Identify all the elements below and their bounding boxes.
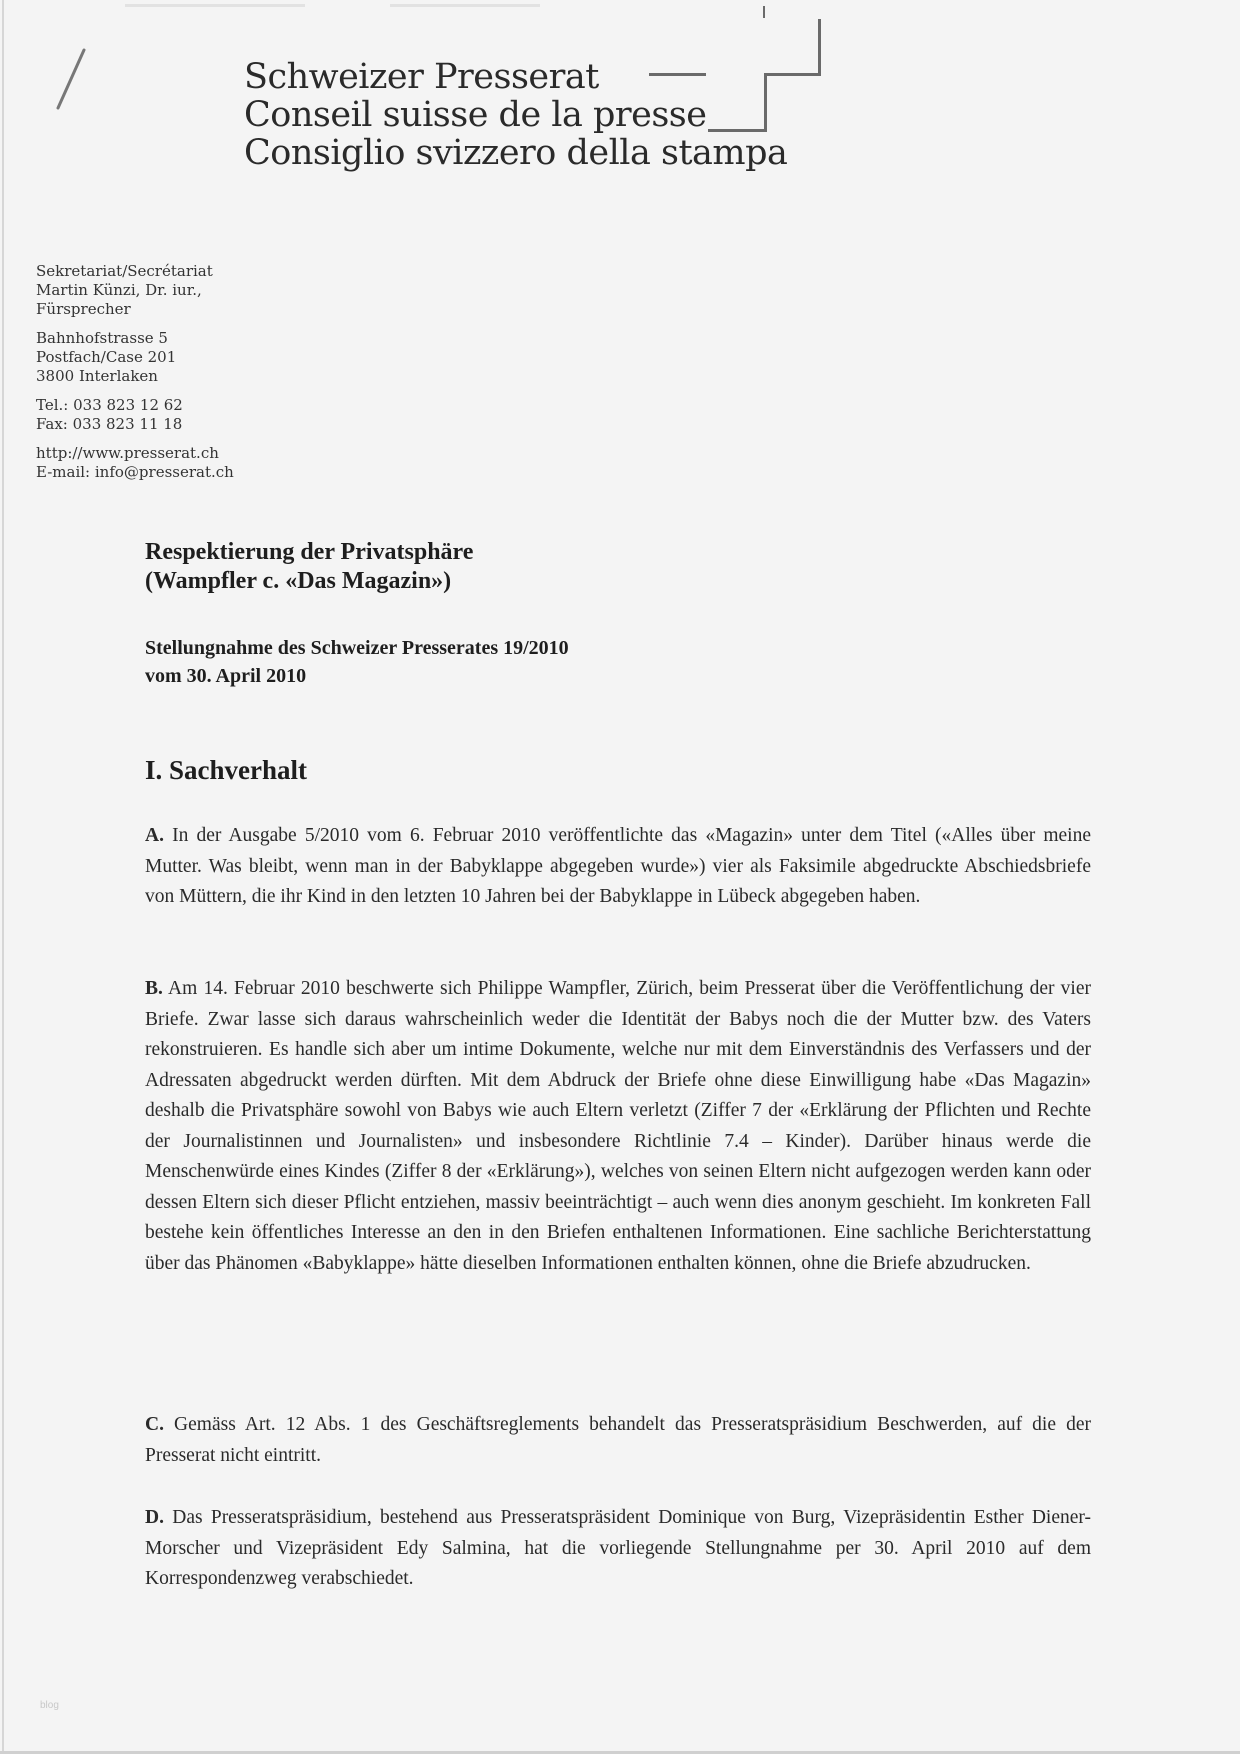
website-link[interactable]: http://www.presserat.ch: [36, 444, 219, 462]
subtitle-line-1: Stellungnahme des Schweizer Presserates 19/2010: [145, 637, 569, 659]
letterhead-it: Consiglio svizzero della stampa: [244, 133, 788, 173]
section-heading: I. Sachverhalt: [145, 755, 307, 785]
subtitle-line-2: vom 30. April 2010: [145, 665, 307, 687]
paragraph-label: A.: [145, 825, 164, 846]
paragraph-text: Das Presseratspräsidium, bestehend aus Presseratspräsident Dominique von Burg, Vizepräsidentin Esther Diener-Morscher und Vizepräsident Edy Salmina, hat die vorliegende Stellungnahme per 30. April 2010 auf dem Korrespondenzweg verabschiedet.: [145, 1507, 1091, 1589]
scan-smudge: [125, 4, 305, 7]
document-title: [145, 538, 1091, 596]
title-line-1: Respektierung der Privatsphäre: [145, 539, 474, 565]
paragraph-label: C.: [145, 1414, 164, 1435]
secretary-title: Fürsprecher: [36, 300, 131, 318]
fax: Fax: 033 823 11 18: [36, 415, 183, 433]
telephone: Tel.: 033 823 12 62: [36, 396, 183, 414]
document-subtitle: [145, 634, 1091, 690]
scan-edge-left: [2, 0, 4, 1754]
logo-tick-mark: [763, 6, 765, 18]
paragraph-text: In der Ausgabe 5/2010 vom 6. Februar 2010 veröffentlichte das «Magazin» unter dem Titel («Alles über meine Mutter. Was bleibt, wenn man in der Babyklappe abgegeben wurde») vier als Faksimile abgedruckte Abschiedsbriefe von Müttern, die ihr Kind in den letzten 10 Jahren bei der Babyklappe in Lübeck abgegeben haben.: [145, 825, 1091, 907]
secretary-name: Martin Künzi, Dr. iur.,: [36, 281, 202, 299]
paragraph-d: [145, 1503, 1091, 1595]
pen-stroke-mark: [50, 40, 90, 120]
city: 3800 Interlaken: [36, 367, 158, 385]
contact-sidebar: [36, 262, 234, 492]
scan-smudge: [390, 4, 540, 7]
paragraph-label: D.: [145, 1507, 164, 1528]
paragraph-c: [145, 1410, 1091, 1471]
letterhead-de: Schweizer Presserat: [244, 57, 599, 97]
paragraph-a: [145, 821, 1091, 913]
email-link[interactable]: E-mail: info@presserat.ch: [36, 463, 234, 481]
street: Bahnhofstrasse 5: [36, 329, 168, 347]
logo-line-mark: [818, 19, 821, 75]
letterhead-fr: Conseil suisse de la presse: [244, 95, 707, 135]
paragraph-label: B.: [145, 978, 163, 999]
paragraph-text: Am 14. Februar 2010 beschwerte sich Philippe Wampfler, Zürich, beim Presserat über die Veröffentlichung der vier Briefe. Zwar lasse sich daraus wahrscheinlich weder die Identität der Babys noch die der Mutter bzw. des Vaters rekonstruieren. Es handle sich aber um intime Dokumente, welche nur mit dem Einverständnis des Verfassers und der Adressaten abgedruckt werden dürften. Mit dem Abdruck der Briefe ohne diese Einwilligung habe «Das Magazin» deshalb die Privatsphäre sowohl von Babys wie auch Eltern verletzt (Ziffer 7 der «Erklärung der Pflichten und Rechte der Journalistinnen und Journalisten» und insbesondere Richtlinie 7.4 – Kinder). Darüber hinaus werde die Menschenwürde eines Kindes (Ziffer 8 der «Erklärung»), welches von seinen Eltern nicht aufgezogen werden kann oder dessen Eltern sich dieser Pflicht entziehen, massiv beeinträchtigt – auch wenn dies anonym geschieht. Im konkreten Fall bestehe kein öffentliches Interesse an den in den Briefen enthaltenen Informationen. Eine sachliche Berichterstattung über das Phänomen «Babyklappe» hätte dieselben Informationen enthalten können, ohne die Briefe abzudrucken.: [145, 978, 1091, 1274]
po-box: Postfach/Case 201: [36, 348, 177, 366]
paragraph-text: Gemäss Art. 12 Abs. 1 des Geschäftsreglements behandelt das Presseratspräsidium Beschwerden, auf die der Presserat nicht eintritt.: [145, 1414, 1091, 1466]
secretariat-block: [36, 262, 234, 319]
letterhead-logo: [244, 58, 787, 172]
title-line-2: (Wampfler c. «Das Magazin»): [145, 568, 452, 594]
paragraph-b: [145, 974, 1091, 1279]
phone-block: [36, 396, 234, 434]
secretariat-label: Sekretariat/Secrétariat: [36, 262, 213, 280]
address-block: [36, 329, 234, 386]
watermark: blog: [40, 1700, 59, 1711]
web-block: [36, 444, 234, 482]
